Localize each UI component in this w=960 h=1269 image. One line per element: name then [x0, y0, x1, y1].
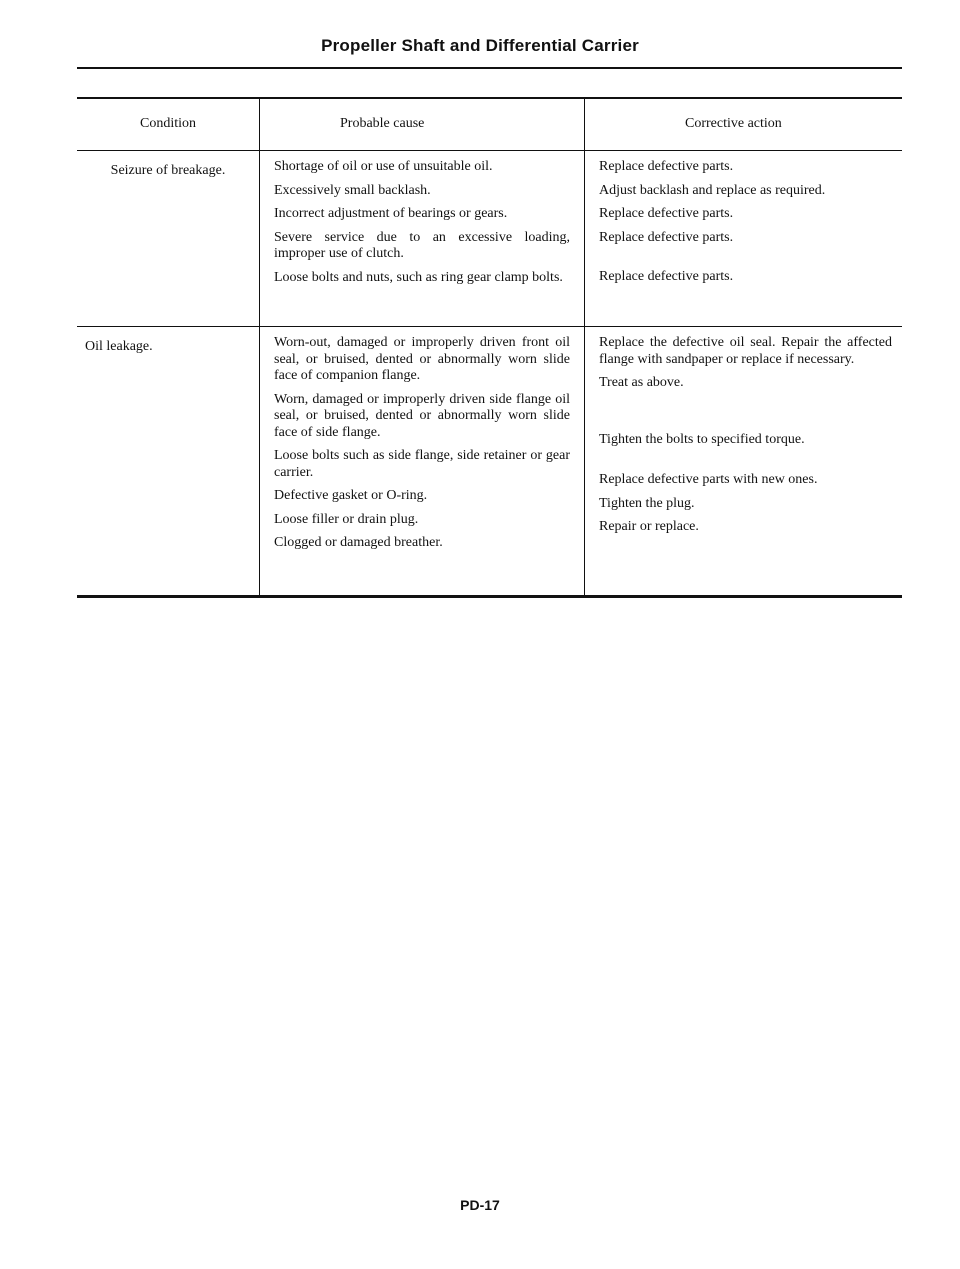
cause-item: Clogged or damaged breather.	[274, 535, 443, 550]
troubleshooting-table	[77, 97, 902, 598]
condition-oil-leakage: Oil leakage.	[85, 339, 153, 354]
table-row-seizure	[77, 151, 902, 327]
cause-item: Loose filler or drain plug.	[274, 511, 419, 527]
title-rule	[77, 67, 902, 69]
action-item: Replace defective parts.	[599, 229, 734, 245]
cause-item: Loose bolts such as side flange, side retainer or gear carrier.	[274, 448, 570, 480]
action-item: Replace defective parts.	[599, 159, 734, 174]
action-item: Tighten the bolts to specified torque.	[599, 431, 805, 447]
cause-item: Worn-out, damaged or improperly driven front oil seal, or bruised, dented or abnormally worn slide face of companion flange.	[274, 335, 570, 383]
action-item: Adjust backlash and replace as required.	[599, 182, 826, 198]
column-header-probable-cause: Probable cause	[259, 99, 585, 150]
cause-list-seizure	[259, 151, 585, 326]
column-header-corrective-action: Corrective action	[685, 116, 782, 132]
table-row-oil-leakage	[77, 327, 902, 595]
cause-item: Severe service due to an excessive loading, improper use of clutch.	[274, 229, 570, 261]
table-header-row	[77, 99, 902, 151]
cause-item: Excessively small backlash.	[274, 182, 431, 198]
condition-seizure: Seizure of breakage.	[110, 163, 226, 178]
page-number: PD-17	[460, 1197, 500, 1213]
action-list-oil-leakage	[585, 327, 902, 595]
column-header-condition: Condition	[139, 116, 196, 132]
action-item: Replace defective parts with new ones.	[599, 472, 818, 487]
cause-item: Loose bolts and nuts, such as ring gear clamp bolts.	[274, 269, 563, 285]
action-item: Repair or replace.	[599, 519, 699, 534]
page-title: Propeller Shaft and Differential Carrier	[321, 36, 639, 55]
action-list-seizure	[585, 151, 902, 326]
cause-list-oil-leakage	[259, 327, 585, 595]
cause-item: Worn, damaged or improperly driven side flange oil seal, or bruised, dented or abnormally worn slide face of side flange.	[274, 391, 570, 440]
cause-item: Shortage of oil or use of unsuitable oil.	[274, 159, 493, 174]
action-item: Replace defective parts.	[599, 269, 734, 284]
cause-item: Defective gasket or O-ring.	[274, 488, 428, 503]
action-item: Replace the defective oil seal. Repair the affected flange with sandpaper or replace if necessary.	[599, 335, 892, 367]
action-item: Tighten the plug.	[599, 495, 695, 511]
action-item: Replace defective parts.	[599, 206, 734, 221]
cause-item: Incorrect adjustment of bearings or gears.	[274, 206, 508, 221]
action-item: Treat as above.	[599, 375, 684, 390]
